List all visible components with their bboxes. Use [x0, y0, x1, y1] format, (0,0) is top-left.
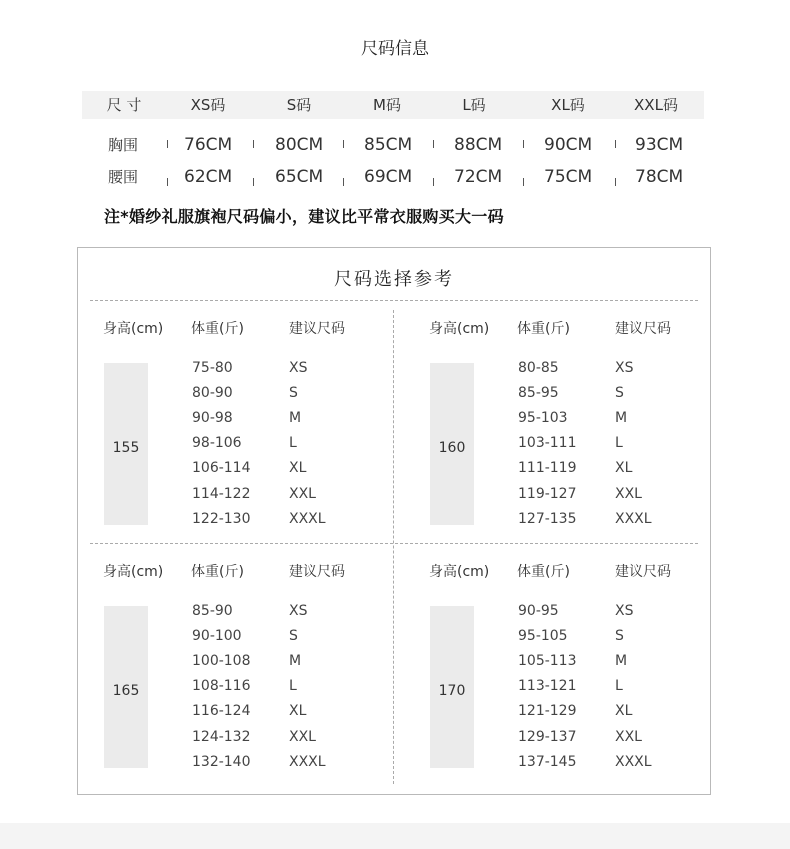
height-column-header: 身高(cm) [103, 564, 164, 580]
recommended-size: XXL [615, 728, 642, 745]
weight-range: 103-111 [518, 435, 577, 452]
recommended-size: S [289, 385, 298, 402]
height-value: 170 [438, 683, 466, 699]
weight-range: 106-114 [192, 460, 251, 477]
recommended-size: XS [615, 603, 634, 619]
size-column-header: 建议尺码 [289, 321, 345, 337]
height-value: 165 [112, 683, 140, 699]
recommended-size: M [289, 410, 302, 427]
weight-range: 85-90 [192, 603, 233, 619]
recommended-size: L [289, 435, 297, 452]
weight-range: 122-130 [192, 510, 251, 527]
size-header-band [82, 91, 704, 119]
weight-range: 105-113 [518, 653, 577, 670]
waist-xl: 75CM [544, 167, 593, 187]
divider [90, 543, 698, 544]
recommended-size: XXXL [289, 510, 326, 527]
recommended-size: M [615, 410, 628, 427]
weight-range: 80-90 [192, 385, 233, 402]
size-column-header: 建议尺码 [289, 564, 345, 580]
weight-column-header: 体重(斤) [191, 564, 244, 580]
weight-column-header: 体重(斤) [517, 564, 570, 580]
height-value: 155 [112, 440, 140, 456]
waist-s: 65CM [275, 167, 324, 187]
waist-label: 腰围 [108, 168, 139, 186]
separator [167, 140, 168, 148]
size-header-s: S码 [286, 96, 312, 114]
footer-band [0, 823, 790, 849]
weight-range: 90-98 [192, 410, 233, 427]
chest-label: 胸围 [108, 136, 139, 154]
separator [343, 140, 344, 148]
chest-xs: 76CM [184, 135, 233, 155]
recommended-size: XXXL [615, 510, 652, 527]
height-column-header: 身高(cm) [429, 564, 490, 580]
weight-range: 98-106 [192, 435, 242, 452]
height-column-header: 身高(cm) [429, 321, 490, 337]
chest-xxl: 93CM [635, 135, 684, 155]
separator [523, 140, 524, 148]
waist-m: 69CM [364, 167, 413, 187]
weight-column-header: 体重(斤) [191, 321, 244, 337]
weight-range: 113-121 [518, 678, 577, 695]
separator [615, 178, 616, 186]
weight-range: 111-119 [518, 460, 577, 477]
separator [167, 178, 168, 186]
separator [343, 178, 344, 186]
weight-range: 95-103 [518, 410, 568, 427]
weight-range: 132-140 [192, 753, 251, 770]
weight-range: 100-108 [192, 653, 251, 670]
weight-range: 124-132 [192, 728, 251, 745]
weight-range: 114-122 [192, 485, 251, 502]
size-header-m: M码 [373, 96, 401, 114]
waist-row [0, 165, 790, 189]
recommended-size: L [615, 435, 623, 452]
size-header-xl: XL码 [551, 96, 585, 114]
weight-range: 127-135 [518, 510, 577, 527]
separator [253, 178, 254, 186]
recommended-size: XS [615, 360, 634, 376]
separator [433, 178, 434, 186]
recommended-size: XS [289, 603, 308, 619]
recommended-size: XXL [615, 485, 642, 502]
chest-row [0, 133, 790, 157]
recommended-size: L [615, 678, 623, 695]
weight-range: 129-137 [518, 728, 577, 745]
weight-range: 85-95 [518, 385, 559, 402]
weight-range: 90-100 [192, 628, 242, 645]
size-header-label: 尺 寸 [106, 96, 142, 114]
weight-column-header: 体重(斤) [517, 321, 570, 337]
size-header-xxl: XXL码 [634, 96, 678, 114]
page-title: 尺码信息 [361, 39, 429, 59]
recommended-size: XS [289, 360, 308, 376]
recommended-size: XXXL [615, 753, 652, 770]
weight-range: 116-124 [192, 703, 251, 720]
recommended-size: M [289, 653, 302, 670]
divider [393, 310, 394, 784]
chest-s: 80CM [275, 135, 324, 155]
recommended-size: XL [289, 703, 307, 720]
divider [90, 300, 698, 301]
size-header-xs: XS码 [190, 96, 226, 114]
weight-range: 80-85 [518, 360, 559, 376]
separator [523, 178, 524, 186]
recommended-size: XXL [289, 485, 316, 502]
size-column-header: 建议尺码 [615, 564, 671, 580]
recommended-size: M [615, 653, 628, 670]
waist-xs: 62CM [184, 167, 233, 187]
recommended-size: XL [615, 460, 633, 477]
size-header-l: L码 [462, 96, 486, 114]
chest-m: 85CM [364, 135, 413, 155]
size-note: 注*婚纱礼服旗袍尺码偏小，建议比平常衣服购买大一码 [104, 207, 504, 226]
recommended-size: XXL [289, 728, 316, 745]
separator [253, 140, 254, 148]
chest-l: 88CM [454, 135, 503, 155]
waist-l: 72CM [454, 167, 503, 187]
recommended-size: XL [289, 460, 307, 477]
recommended-size: L [289, 678, 297, 695]
size-guide-title: 尺码选择参考 [334, 269, 454, 290]
weight-range: 75-80 [192, 360, 233, 376]
weight-range: 90-95 [518, 603, 559, 619]
weight-range: 95-105 [518, 628, 568, 645]
height-value: 160 [438, 440, 466, 456]
waist-xxl: 78CM [635, 167, 684, 187]
chest-xl: 90CM [544, 135, 593, 155]
recommended-size: XL [615, 703, 633, 720]
weight-range: 121-129 [518, 703, 577, 720]
weight-range: 108-116 [192, 678, 251, 695]
weight-range: 119-127 [518, 485, 577, 502]
height-column-header: 身高(cm) [103, 321, 164, 337]
separator [433, 140, 434, 148]
recommended-size: S [615, 628, 624, 645]
recommended-size: S [615, 385, 624, 402]
separator [615, 140, 616, 148]
size-column-header: 建议尺码 [615, 321, 671, 337]
weight-range: 137-145 [518, 753, 577, 770]
recommended-size: XXXL [289, 753, 326, 770]
recommended-size: S [289, 628, 298, 645]
